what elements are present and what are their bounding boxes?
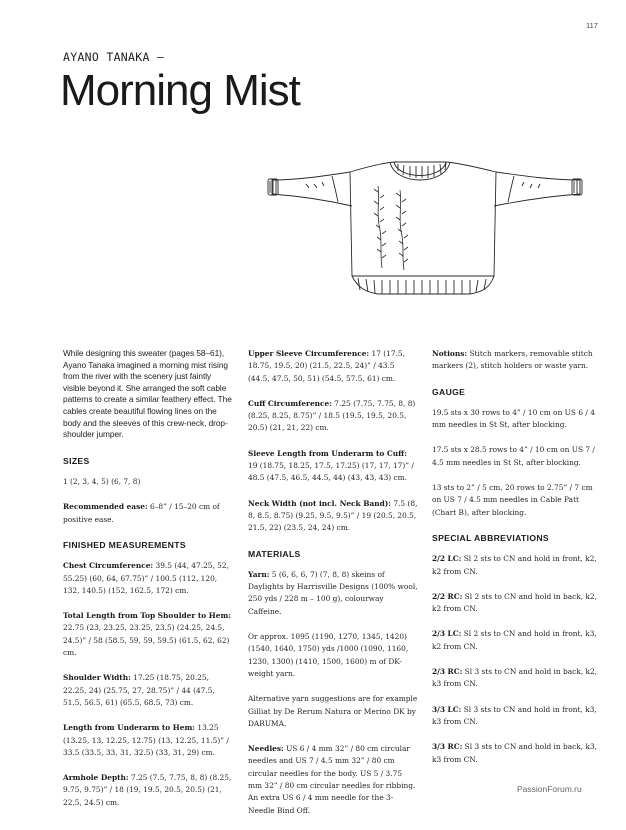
abbreviation-item	[432, 741, 602, 766]
abbreviation-label: 2/3 LC:	[432, 629, 462, 639]
measurement-label: Total Length from Top Shoulder to Hem:	[63, 611, 231, 621]
abbreviation-item	[432, 553, 602, 578]
sizes-list: 1 (2, 3, 4, 5) (6, 7, 8)	[63, 477, 141, 487]
needles-value: US 6 / 4 mm 32” / 80 cm circular needles and US 7 / 4.5 mm 32” / 80 cm circular needles for the body. US 5 / 3.75 mm 32” / 80 cm circular needles for ribbing. An extra US 6 / 4 mm needle for the 3-Needle Bind Off.	[248, 744, 416, 815]
abbreviation-value: Sl 3 sts to CN and hold in back, k2, k3 from CN.	[432, 667, 597, 689]
chest-circumference	[63, 560, 233, 597]
abbreviation-label: 2/3 RC:	[432, 667, 463, 677]
measurement-value: 19 (18.75, 18.25, 17.5, 17.25) (17, 17, 17)” / 48.5 (47.5, 46.5, 44.5, 44) (43, 43, 43) cm.	[248, 461, 414, 483]
yarn-value: 5 (6, 6, 6, 7) (7, 8, 8) skeins of Daylights by Harrisville Designs (100% wool, 250 yds / 228 m – 100 g), colourway Caffeine.	[248, 569, 418, 616]
ease-label: Recommended ease:	[63, 502, 148, 512]
ease-value: 6–8” / 15–20 cm of positive ease.	[63, 502, 220, 524]
measurement-label: Chest Circumference:	[63, 561, 154, 571]
armhole-depth	[63, 772, 233, 809]
measurement-label: Length from Underarm to Hem:	[63, 723, 196, 733]
intro-text: While designing this sweater (pages 58–61), Ayano Tanaka imagined a morning mist rising from the river with the scenery just faintly visible beyond it. She arranged the soft cable patterns to create a similar feathery effect. The cables create beautiful flowing lines on the body and the sleeves of this crew-neck, drop-shoulder jumper.	[63, 348, 232, 440]
column-right	[432, 348, 602, 779]
abbreviation-label: 3/3 RC:	[432, 742, 463, 752]
sizes-heading: SIZES	[63, 455, 90, 466]
gauge-st-st-us6: 19.5 sts x 30 rows to 4” / 10 cm on US 6 / 4 mm needles in St St, after blocking.	[432, 407, 595, 430]
materials-heading: MATERIALS	[248, 548, 301, 559]
abbreviation-label: 3/3 LC:	[432, 704, 462, 714]
gauge-cable-patt: 13 sts to 2” / 5 cm, 20 rows to 2.75” / 7 cm on US 7 / 4.5 mm needles in Cable Patt (Chart B), after blocking.	[432, 483, 593, 517]
gauge-heading: GAUGE	[432, 386, 466, 397]
measurement-label: Armhole Depth:	[63, 773, 129, 783]
finished-measurements-heading: FINISHED MEASUREMENTS	[63, 539, 186, 550]
measurement-label: Neck Width (not incl. Neck Band):	[248, 498, 392, 508]
neck-width	[248, 498, 418, 535]
measurement-value: 39.5 (44, 47.25, 52, 55.25) (60, 64, 67.75)” / 100.5 (112, 120, 132, 140.5) (152, 162.5, 172) cm.	[63, 561, 229, 595]
gauge-st-st-us7: 17.5 sts x 28.5 rows to 4” / 10 cm on US 7 / 4.5 mm needles in St St, after blocking.	[432, 445, 595, 467]
abbreviation-value: Sl 3 sts to CN and hold in back, k3, k3 from CN.	[432, 742, 597, 764]
measurement-value: 7.25 (7.75, 7.75, 8, 8) (8.25, 8.25, 8.75)” / 18.5 (19.5, 19.5, 20.5, 20.5) (21, 21, 22) cm.	[248, 398, 416, 433]
underarm-to-hem	[63, 722, 233, 759]
yarn	[248, 569, 418, 618]
measurement-label: Shoulder Width:	[63, 673, 131, 683]
notions-value: Stitch markers, removable stitch markers (2), stitch holders or waste yarn.	[432, 349, 593, 371]
needles	[248, 743, 418, 817]
abbreviation-value: Sl 2 sts to CN and hold in front, k3, k2 from CN.	[432, 629, 597, 651]
notions-label: Notions:	[432, 349, 468, 358]
measurement-value: 13.25 (13.25, 13, 12.25, 12.75) (13, 12.25, 11.5)” / 33.5 (33.5, 33, 31, 32.5) (33, 31, 29) cm.	[63, 723, 229, 757]
yarn-alternatives: Alternative yarn suggestions are for example Gilliat by De Rerum Natura or Merino DK by DARUMA.	[248, 694, 418, 728]
abbreviation-label: 2/2 LC:	[432, 554, 462, 564]
measurement-label: Sleeve Length from Underarm to Cuff:	[248, 448, 407, 458]
needles-label: Needles:	[248, 744, 284, 754]
sweater-illustration	[262, 150, 586, 310]
abbreviation-value: Sl 2 sts to CN and hold in back, k2, k2 from CN.	[432, 591, 597, 614]
recommended-ease	[63, 501, 233, 526]
designer-name: AYANO TANAKA —	[63, 50, 165, 64]
total-length	[63, 610, 233, 659]
column-middle	[248, 348, 418, 830]
abbreviation-item	[432, 628, 602, 653]
page-title: Morning Mist	[60, 66, 300, 115]
abbreviation-item	[432, 591, 602, 616]
measurement-label: Cuff Circumference:	[248, 398, 332, 408]
yarn-label: Yarn:	[248, 569, 270, 579]
measurement-value: 17 (17.5, 18.75, 19.5, 20) (21.5, 22.5, 24)” / 43.5 (44.5, 47.5, 50, 51) (54.5, 57.5, 61) cm.	[248, 349, 405, 383]
abbreviation-value: Sl 2 sts to CN and hold in front, k2, k2 from CN.	[432, 554, 597, 576]
measurement-value: 7.5 (8, 8, 8.5, 8.75) (9.25, 9.5, 9.5)” / 19 (20.5, 20.5, 21.5, 22) (23.5, 24, 24) cm.	[248, 498, 418, 533]
column-left	[63, 348, 233, 822]
abbreviation-item	[432, 704, 602, 729]
page-number: 117	[586, 21, 598, 30]
shoulder-width	[63, 672, 233, 709]
special-abbreviations-heading: SPECIAL ABBREVIATIONS	[432, 532, 550, 543]
abbreviation-label: 2/2 RC:	[432, 591, 463, 601]
abbreviation-value: Sl 3 sts to CN and hold in front, k3, k3 from CN.	[432, 704, 597, 726]
yarn-approx: Or approx. 1095 (1190, 1270, 1345, 1420) (1540, 1640, 1750) yds /1000 (1090, 1160, 1230, 1300) (1410, 1500, 1600) m of DK-weight yarn.	[248, 632, 409, 678]
sleeve-length	[248, 448, 418, 485]
watermark: PassionForum.ru	[517, 784, 582, 794]
cuff-circumference	[248, 398, 418, 435]
measurement-value: 22.75 (23, 23.25, 23.25, 23.5) (24.25, 24.5, 24.5)” / 58 (58.5, 59, 59, 59.5) (61.5, 62, 62) cm.	[63, 623, 230, 658]
measurement-value: 7.25 (7.5, 7.75, 8, 8) (8.25, 9.75, 9.75)” / 18 (19, 19.5, 20.5, 20.5) (21, 22.5, 24.5) cm.	[63, 773, 232, 807]
measurement-value: 17.25 (18.75, 20.25, 22.25, 24) (25.75, 27, 28.75)” / 44 (47.5, 51.5, 56.5, 61) (65.5, 68.5, 73) cm.	[63, 673, 215, 707]
notions	[432, 348, 602, 373]
upper-sleeve-circumference	[248, 348, 418, 385]
measurement-label: Upper Sleeve Circumference:	[248, 349, 370, 358]
abbreviation-item	[432, 666, 602, 691]
